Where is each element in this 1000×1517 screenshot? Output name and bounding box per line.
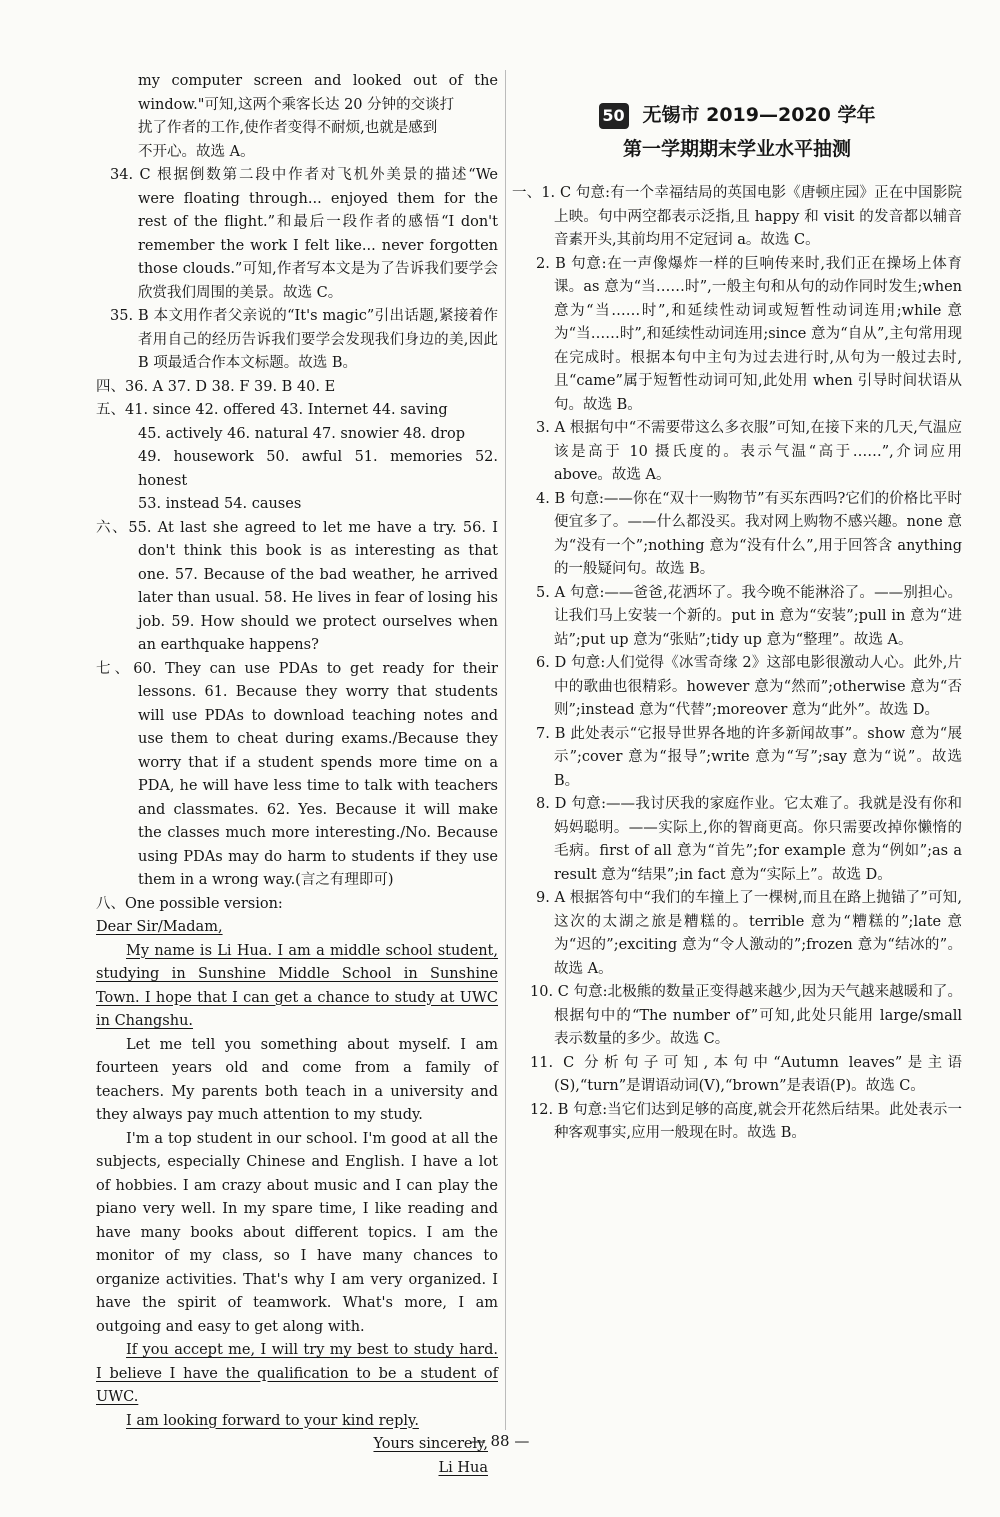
text-line: 五、41. since 42. offered 43. Internet 44. saving <box>96 402 448 418</box>
answer-1: 一、1. C 句意:有一个幸福结局的英国电影《唐顿庄园》正在中国影院上映。句中两空都表示泛指,且 happy 和 visit 的发音都以辅音音素开头,其前均用不定冠词 a。故选 C。 <box>512 185 962 248</box>
letter-paragraph-3: I'm a top student in our school. I'm good at all the subjects, especially Chinese and English. I have a lot of hobbies. I am crazy about music and I can play the piano very well. In my spare time, I like reading and have many books about different topics. I am the monitor of my class, so I have many chances to organize activities. That's why I am very organized. I have the spirit of teamwork. What's more, I am outgoing and easy to get along with. <box>96 1130 498 1335</box>
answer-12: 12. B 句意:当它们达到足够的高度,就会开花然后结果。此处表示一种客观事实,应用一般现在时。故选 B。 <box>530 1101 962 1141</box>
answer-2: 2. B 句意:在一声像爆炸一样的巨响传来时,我们正在操场上体育课。as 意为“当……时”,一般主句和从句的动作同时发生;when 意为“当……时”,和延续性动词或短暂性动词连用;while 意为“当……时”,和延续性动词连用;since 意为“自从”,主句常用现在完成时。根据本句中主句为过去进行时,从句为一般过去时,且“came”属于短暂性动词可知,此处用 when 引导时间状语从句。故选 B。 <box>536 255 962 413</box>
page-number <box>0 1432 1000 1450</box>
answer-34: 34. C 根据倒数第二段中作者对飞机外美景的描述“We were floating through... enjoyed them for the rest of the flight.”和最后一段作者的感悟“I don't remember the work I felt like... never forgotten those clouds.”可知,作者写本文是为了告诉我们要学会欣赏我们周围的美景。故选 C。 <box>110 167 498 301</box>
right-column <box>512 70 962 1146</box>
section-6-answers: 六、55. At last she agreed to let me have a try. 56. I don't think this book is as interesting as that one. 57. Because of the bad weather, he arrived later than usual. 58. He lives in fear of losing his job. 59. How should we protect ourselves when an earthquake happens? <box>96 519 498 653</box>
test-title-line-1 <box>512 98 962 132</box>
answer-11: 11. C 分析句子可知,本句中“Autumn leaves”是主语(S),“turn”是谓语动词(V),“brown”是表语(P)。故选 C。 <box>530 1054 962 1094</box>
section-4-answers: 四、36. A 37. D 38. F 39. B 40. E <box>96 378 336 395</box>
answer-4: 4. B 句意:——你在“双十一购物节”有买东西吗?它们的价格比平时便宜多了。——什么都没买。我对网上购物不感兴趣。none 意为“没有一个”;nothing 意为“没有什么”,用于回答含 anything 的一般疑问句。故选 B。 <box>536 490 962 577</box>
test-title-line-2: 第一学期期末学业水平抽测 <box>622 138 851 160</box>
text-line: 不开心。故选 A。 <box>138 143 255 160</box>
model-letter <box>96 893 498 1481</box>
left-column <box>96 70 498 1480</box>
letter-paragraph-4: If you accept me, I will try my best to study hard. I believe I have the qualification to be a student of UWC. <box>96 1342 498 1405</box>
section-5-answers <box>96 399 498 517</box>
page-number-text: — 88 — <box>471 1432 530 1450</box>
answer-35: 35. B 本文用作者父亲说的“It's magic”引出话题,紧接着作者用自己的经历告诉我们要学会发现我们身边的美,因此 B 项最适合作本文标题。故选 B。 <box>110 308 498 371</box>
answer-6: 6. D 句意:人们觉得《冰雪奇缘 2》这部电影很激动人心。此外,片中的歌曲也很精彩。however 意为“然而”;otherwise 意为“否则”;instead 意为“代替”;moreover 意为“此外”。故选 D。 <box>536 655 962 718</box>
column-divider <box>505 70 506 1430</box>
answer-8: 8. D 句意:——我讨厌我的家庭作业。它太难了。我就是没有你和妈妈聪明。——实际上,你的智商更高。你只需要改掉你懒惰的毛病。first of all 意为“首先”;for example 意为“例如”;as a result 意为“结果”;in fact 意为“实际上”。故选 D。 <box>536 796 962 883</box>
section-8-heading: 八、One possible version: <box>96 895 283 912</box>
text-line: window."可知,这两个乘客长达 20 分钟的交谈打 <box>138 96 455 113</box>
letter-paragraph-5: I am looking forward to your kind reply. <box>126 1412 419 1429</box>
answer-7: 7. B 此处表示“它报导世界各地的许多新闻故事”。show 意为“展示”;cover 意为“报导”;write 意为“写”;say 意为“说”。故选 B。 <box>536 725 962 789</box>
letter-signature: Li Hua <box>438 1459 488 1476</box>
answer-5: 5. A 句意:——爸爸,花洒坏了。我今晚不能淋浴了。——别担心。让我们马上安装一个新的。put in 意为“安装”;pull in 意为“进站”;put up 意为“张贴”;tidy up 意为“整理”。故选 A。 <box>536 584 962 648</box>
section-7-answers: 七、60. They can use PDAs to get ready for their lessons. 61. Because they worry that students will use PDAs to download teaching notes and use them to cheat during exams./Because they worry that if a student spends more time on a PDA, he will have less time to talk with teachers and classmates. 62. Yes. Because it will make the classes much more interesting./No. Because using PDAs may do harm to students if they use them in a wrong way.(言之有理即可) <box>96 660 498 888</box>
test-title-text: 无锡市 2019—2020 学年 <box>642 104 876 126</box>
answer-3: 3. A 根据句中“不需要带这么多衣服”可知,在接下来的几天,气温应该是高于 10 摄氏度的。表示气温“高于……”,介词应用 above。故选 A。 <box>536 420 962 483</box>
answer-10: 10. C 句意:北极熊的数量正变得越来越少,因为天气越来越暖和了。根据句中的“The number of”可知,此处只能用 large/small 表示数量的多少。故选 C。 <box>530 984 962 1047</box>
letter-paragraph-2: Let me tell you something about myself. I am fourteen years old and come from a family of teachers. My parents both teach in a university and they always pay much attention to my study. <box>96 1036 498 1123</box>
letter-closing: Yours sincerely, <box>373 1436 488 1452</box>
test-number-badge: 50 <box>599 103 629 129</box>
letter-paragraph-1: My name is Li Hua. I am a middle school student, studying in Sunshine Middle School in Sunshine Town. I hope that I can get a chance to study at UWC in Changshu. <box>96 942 498 1029</box>
text-line: 49. housework 50. awful 51. memories 52. honest <box>138 449 498 489</box>
top-continuation <box>96 70 498 164</box>
test-title <box>512 98 962 166</box>
text-line: my computer screen and looked out of the <box>138 73 498 89</box>
answer-9: 9. A 根据答句中“我们的车撞上了一棵树,而且在路上抛锚了”可知,这次的太湖之旅是糟糕的。terrible 意为“糟糕的”;late 意为“迟的”;exciting 意为“令人激动的”;frozen 意为“结冰的”。故选 A。 <box>536 890 962 977</box>
text-line: 53. instead 54. causes <box>138 496 302 512</box>
text-line: 45. actively 46. natural 47. snowier 48. drop <box>138 425 465 442</box>
letter-salutation: Dear Sir/Madam, <box>96 919 223 935</box>
text-line: 扰了作者的工作,使作者变得不耐烦,也就是感到 <box>138 120 438 136</box>
